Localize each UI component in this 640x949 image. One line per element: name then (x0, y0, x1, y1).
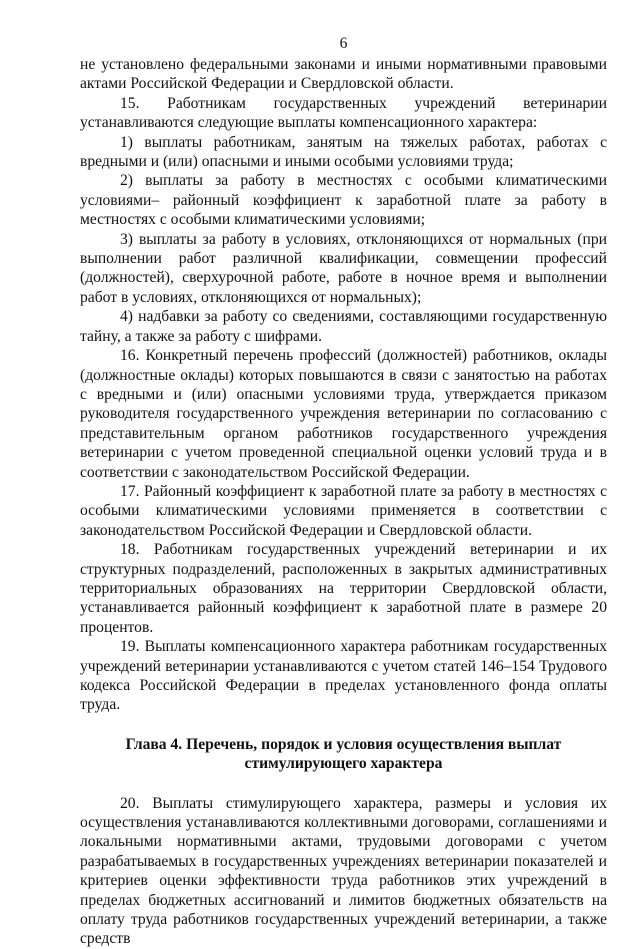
paragraph-item-17: 17. Районный коэффициент к заработной плате за работу в местностях с особыми климатическими условиями применяется в соответствии с законодательством Российской Федерации и Свердловской области. (80, 482, 607, 539)
list-item-4: 4) надбавки за работу со сведениями, составляющими государственную тайну, а также за работу с шифрами. (80, 308, 607, 345)
page-number: 6 (339, 35, 348, 52)
paragraph-item-19: 19. Выплаты компенсационного характера работникам государственных учреждений ветеринарии устанавливаются с учетом статей 146–154 Трудового кодекса Российской Федерации в пределах установленного фонда оплаты труда. (80, 638, 607, 714)
paragraph-item-15: 15. Работникам государственных учреждений ветеринарии устанавливаются следующие выплаты компенсационного характера: (80, 94, 607, 132)
body-section-incentive (80, 794, 607, 949)
paragraph-item-18: 18. Работникам государственных учреждений ветеринарии и их структурных подразделений, расположенных в закрытых административных территориальных образованиях на территории Свердловской области, устанавливается районный коэффициент к заработной плате в размере 20 процентов. (80, 541, 607, 636)
list-item-1: 1) выплаты работникам, занятым на тяжелых работах, работах с вредными и (или) опасными и иными особыми условиями труда; (80, 133, 607, 171)
paragraph-item-20: 20. Выплаты стимулирующего характера, размеры и условия их осуществления устанавливаются коллективными договорами, соглашениями и локальными нормативными актами, трудовыми договорами с учетом разрабатываемых в государственных учреждениях ветеринарии показателей и критериев оценки эффективности труда работников этих учреждений в пределах бюджетных ассигнований и лимитов бюджетных обязательств на оплату труда работников государственных учреждений ветеринарии, а также средств (80, 794, 607, 948)
chapter-heading: Глава 4. Перечень, порядок и условия осуществления выплат стимулирующего характера (125, 735, 562, 773)
paragraph-item-16: 16. Конкретный перечень профессий (должностей) работников, оклады (должностные оклады) которых повышаются в связи с занятостью на работах с вредными и (или) опасными условиями труда, утверждается приказом руководителя государственного учреждения ветеринарии по согласованию с представительным органом работников государственного учреждения ветеринарии с учетом проведенной специальной оценки условий труда и в соответствии с законодательством Российской Федерации. (80, 347, 607, 481)
paragraph-continuation: не установлено федеральными законами и иными нормативными правовыми актами Российской Федерации и Свердловской области. (80, 56, 607, 93)
list-item-3: 3) выплаты за работу в условиях, отклоняющихся от нормальных (при выполнении работ различной квалификации, совмещении профессий (должностей), сверхурочной работе, работе в ночное время и выполнении работ в условиях, отклоняющихся от нормальных); (80, 230, 607, 306)
body-section-compensation (80, 55, 607, 715)
list-item-2: 2) выплаты за работу в местностях с особыми климатическими условиями– районный коэффициент к заработной плате за работу в местностях с особыми климатическими условиями; (80, 172, 607, 229)
